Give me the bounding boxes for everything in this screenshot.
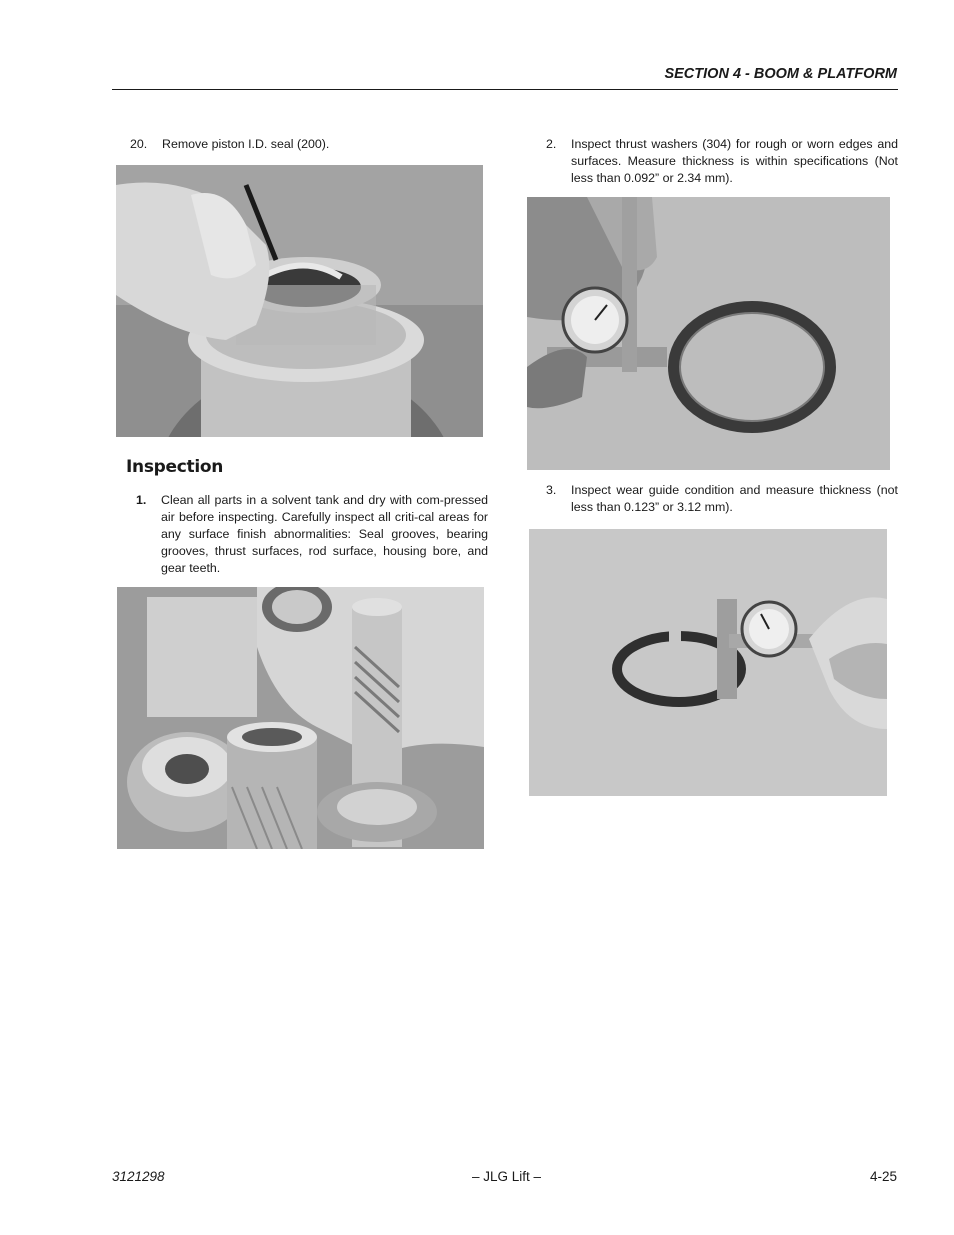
step-3 xyxy=(546,482,898,518)
step-number: 1. xyxy=(136,493,147,507)
footer-center: – JLG Lift – xyxy=(472,1169,542,1184)
header-rule xyxy=(112,89,898,90)
photo-thrust-washer-measurement xyxy=(527,197,890,470)
step-text: Inspect wear guide condition and measure thickness (not less than 0.123” or 3.12 mm). xyxy=(571,483,898,514)
step-number: 20. xyxy=(130,137,148,151)
section-title: SECTION 4 - BOOM & PLATFORM xyxy=(664,66,897,82)
photo-remove-piston-seal xyxy=(116,165,483,437)
cleaned-parts-illustration xyxy=(117,587,484,849)
step-2 xyxy=(546,136,898,188)
step-text: Clean all parts in a solvent tank and dry with com-pressed air before inspecting. Carefully inspect all criti-cal areas for any surface finish abnormalities: Seal grooves, bearing grooves, thrust surfaces, rod surface, housing bore, and gear teeth. xyxy=(161,493,488,575)
step-number: 2. xyxy=(546,137,557,151)
step-text: Inspect thrust washers (304) for rough or worn edges and surfaces. Measure thickness is within specifications (Not less than 0.092” or 2.34 mm). xyxy=(571,137,898,185)
step-text: Remove piston I.D. seal (200). xyxy=(162,137,330,151)
footer-page-number: 4-25 xyxy=(869,1169,897,1184)
footer-doc-number: 3121298 xyxy=(112,1169,165,1184)
step-1 xyxy=(136,492,488,582)
piston-seal-illustration xyxy=(116,165,483,437)
step-20 xyxy=(130,136,490,154)
thrust-washer-illustration xyxy=(527,197,890,470)
inspection-heading: Inspection xyxy=(126,457,224,477)
wear-guide-illustration xyxy=(529,529,887,796)
step-number: 3. xyxy=(546,483,557,497)
photo-wear-guide-measurement xyxy=(529,529,887,796)
photo-cleaned-parts xyxy=(117,587,484,849)
